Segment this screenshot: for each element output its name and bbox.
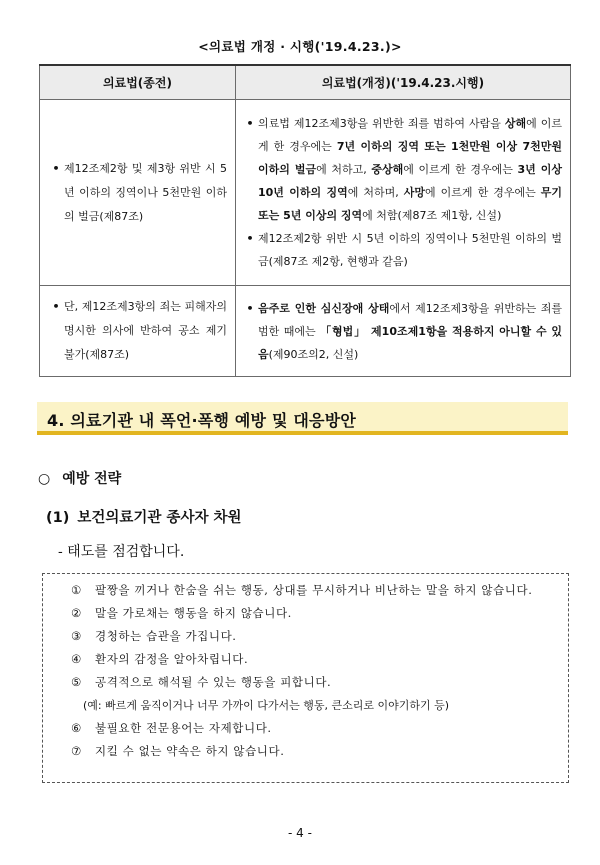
table-header-row	[40, 65, 571, 100]
rule-text: 경청하는 습관을 가집니다.	[95, 629, 237, 643]
table-row	[40, 100, 571, 286]
rule-text: 팔짱을 끼거나 한숨을 쉬는 행동, 상대를 무시하거나 비난하는 말을 하지 않습니다.	[95, 583, 533, 597]
rule-number: ④	[71, 652, 82, 666]
rule-number: ②	[71, 606, 82, 620]
new-law-cell	[236, 286, 571, 377]
bullet-icon: •	[246, 301, 254, 315]
page-number: - 4 -	[288, 826, 312, 840]
strategy-label: 예방 전략	[62, 471, 122, 487]
list-item	[71, 717, 558, 740]
list-item	[71, 648, 558, 671]
rule-number: ⑥	[71, 721, 82, 735]
list-item	[71, 579, 558, 602]
new-law-cell	[236, 100, 571, 286]
rule-text: 환자의 감정을 알아차립니다.	[95, 652, 249, 666]
table-row	[40, 286, 571, 377]
new-law-text-penalties: 의료법 제12조제3항을 위반한 죄를 범하여 사람을 상해에 이르게 한 경우에는 7년 이하의 징역 또는 1천만원 이상 7천만원 이하의 벌금에 처하고, 중상해에 이르게 한 경우에는 3년 이상 10년 이하의 징역에 처하며, 사망에 이르게 한 경우에는 무기 또는 5년 이상의 징역에 처함(제87조 제1항, 신설)	[258, 117, 562, 222]
strategy-heading	[38, 468, 121, 488]
rule-text: 불필요한 전문용어는 자제합니다.	[95, 721, 272, 735]
list-item	[71, 740, 558, 763]
list-item	[48, 157, 227, 229]
subheading-label: 보건의료기관 종사자 차원	[77, 509, 242, 526]
law-comparison-table	[39, 64, 571, 377]
rule-number: ③	[71, 629, 82, 643]
bullet-icon: •	[246, 232, 254, 245]
list-item	[71, 602, 558, 625]
bullet-icon: •	[52, 161, 60, 175]
rule-text: 공격적으로 해석될 수 있는 행동을 피합니다.	[95, 675, 332, 689]
header-old-law: 의료법(종전)	[40, 65, 236, 100]
rule-number: ⑤	[71, 675, 82, 689]
new-law-text-intoxication: 음주로 인한 심신장애 상태에서 제12조제3항을 위반하는 죄를 범한 때에는 「형법」 제10조제1항을 적용하지 아니할 수 있음(제90조의2, 신설)	[258, 301, 563, 361]
bullet-icon: •	[246, 117, 254, 130]
rule-number: ⑦	[71, 744, 82, 758]
old-law-cell	[40, 286, 236, 377]
rule-number: ①	[71, 583, 82, 597]
example-note: (예: 빠르게 움직이거나 너무 가까이 다가서는 행동, 큰소리로 이야기하기 등)	[83, 699, 450, 712]
list-item	[242, 297, 562, 366]
intro-line: - 태도를 점검합니다.	[58, 544, 185, 560]
old-law-text: 제12조제2항 및 제3항 위반 시 5년 이하의 징역이나 5천만원 이하의 벌금(제87조)	[64, 161, 227, 223]
subheading-number: (1)	[46, 510, 70, 526]
section-title: 4. 의료기관 내 폭언·폭행 예방 및 대응방안	[47, 411, 357, 430]
old-law-cell	[40, 100, 236, 286]
rules-box	[42, 573, 569, 783]
circle-bullet-icon: ○	[38, 471, 51, 487]
new-law-text-unchanged: 제12조제2항 위반 시 5년 이하의 징역이나 5천만원 이하의 벌금(제87조 제2항, 현행과 같음)	[258, 232, 562, 268]
table-caption: <의료법 개정 · 시행('19.4.23.)>	[198, 39, 402, 54]
rule-text: 말을 가로채는 행동을 하지 않습니다.	[95, 606, 292, 620]
rule-text: 지킬 수 없는 약속은 하지 않습니다.	[95, 744, 285, 758]
list-item	[48, 295, 227, 367]
old-law-text: 단, 제12조제3항의 죄는 피해자의 명시한 의사에 반하여 공소 제기 불가(제87조)	[64, 300, 227, 361]
bullet-icon: •	[52, 300, 60, 313]
list-item	[71, 671, 558, 694]
header-new-law: 의료법(개정)('19.4.23.시행)	[236, 65, 571, 100]
section-header	[37, 402, 568, 435]
subheading	[46, 506, 242, 527]
list-item	[242, 227, 562, 273]
list-item	[242, 112, 562, 227]
list-item	[71, 625, 558, 648]
